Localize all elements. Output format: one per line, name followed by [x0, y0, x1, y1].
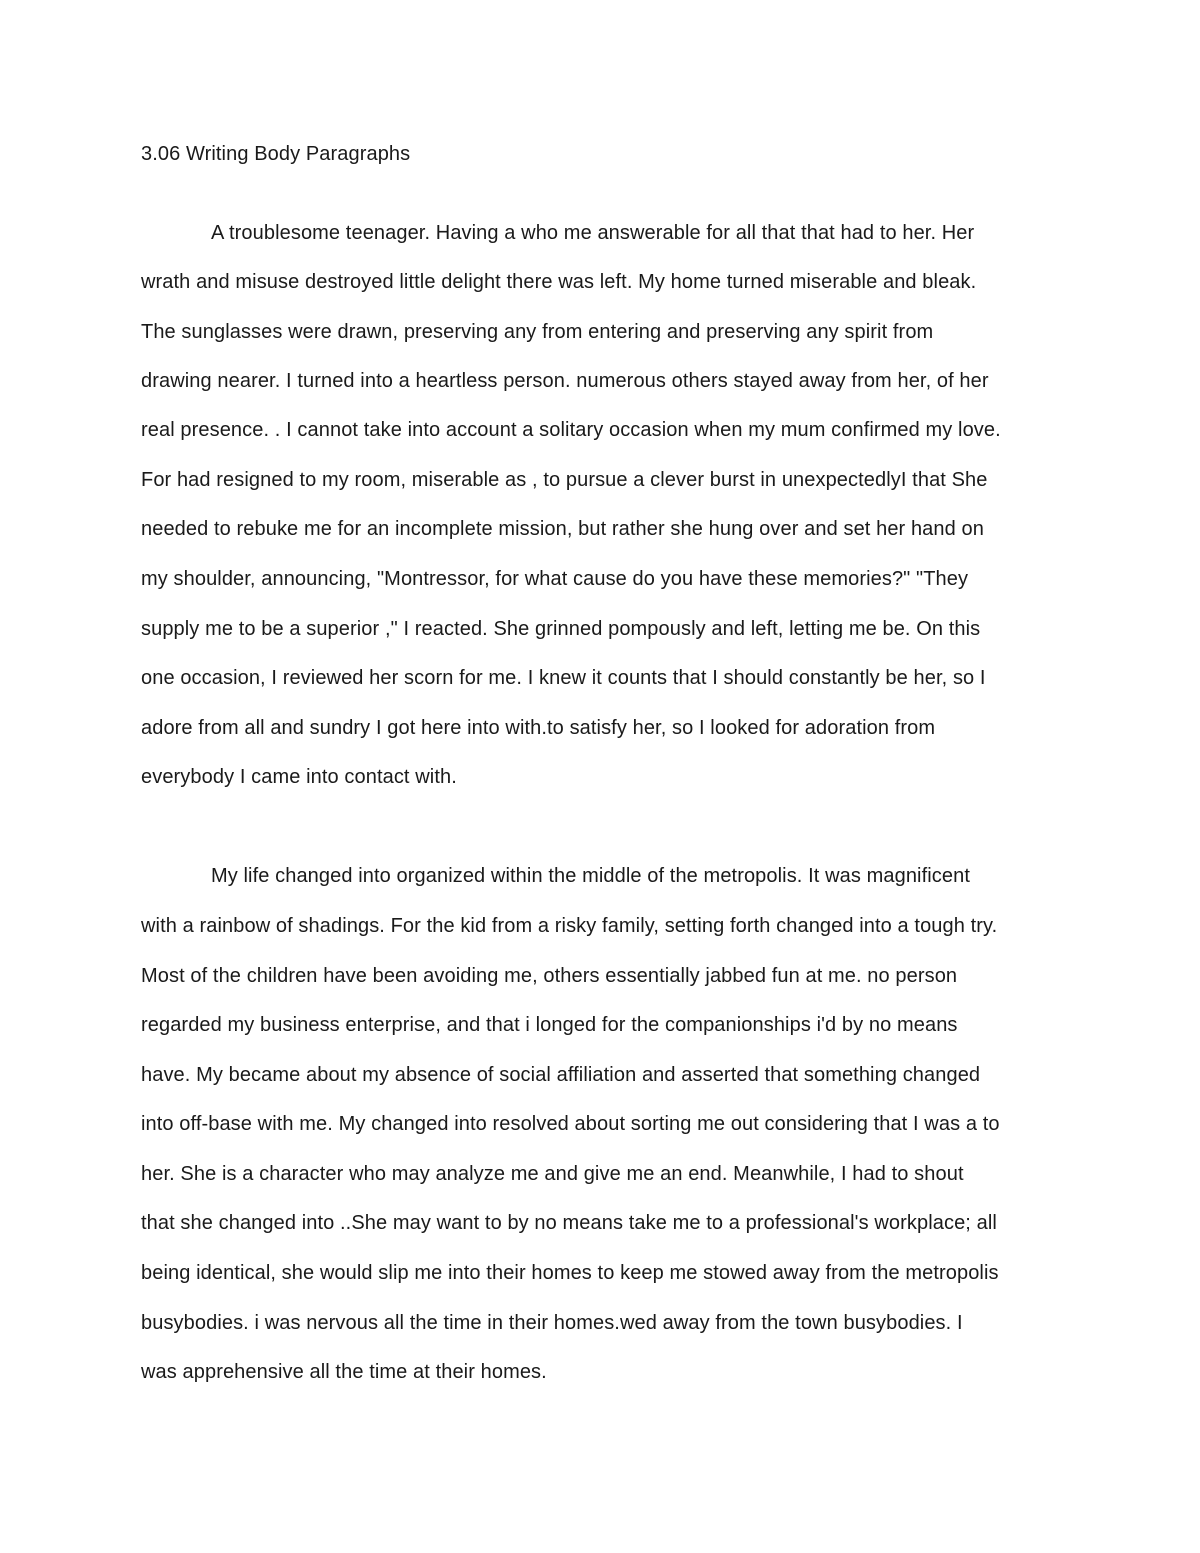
paragraph-1-line-11: adore from all and sundry I got here into with.to satisfy her, so I looked for adoration from — [141, 717, 936, 739]
paragraph-2-line-10: busybodies. i was nervous all the time in their homes.wed away from the town busybodies. I — [141, 1312, 963, 1334]
paragraph-2-line-1: My life changed into organized within the middle of the metropolis. It was magnificent — [211, 865, 970, 887]
paragraph-2-line-8: that she changed into ..She may want to by no means take me to a professional's workplace; all — [141, 1212, 997, 1234]
paragraph-1-line-6: For had resigned to my room, miserable as , to pursue a clever burst in unexpectedlyI that She — [141, 469, 988, 491]
paragraph-1-line-4: drawing nearer. I turned into a heartless person. numerous others stayed away from her, of her — [141, 370, 989, 392]
paragraph-1-line-7: needed to rebuke me for an incomplete mission, but rather she hung over and set her hand on — [141, 518, 984, 540]
paragraph-2-line-3: Most of the children have been avoiding me, others essentially jabbed fun at me. no person — [141, 965, 958, 987]
paragraph-1-line-1: A troublesome teenager. Having a who me answerable for all that that had to her. Her — [211, 222, 975, 244]
paragraph-1-line-9: supply me to be a superior ," I reacted. She grinned pompously and left, letting me be. On this — [141, 618, 981, 640]
paragraph-1-line-8: my shoulder, announcing, "Montressor, for what cause do you have these memories?" "They — [141, 568, 969, 590]
paragraph-2-line-5: have. My became about my absence of social affiliation and asserted that something changed — [141, 1064, 981, 1086]
paragraph-1-line-12: everybody I came into contact with. — [141, 766, 457, 788]
document-title: 3.06 Writing Body Paragraphs — [141, 143, 411, 165]
paragraph-2-line-2: with a rainbow of shadings. For the kid from a risky family, setting forth changed into a tough try. — [141, 915, 998, 937]
paragraph-1-line-2: wrath and misuse destroyed little delight there was left. My home turned miserable and bleak. — [141, 271, 977, 293]
paragraph-1-line-5: real presence. . I cannot take into account a solitary occasion when my mum confirmed my love. — [141, 419, 1001, 441]
paragraph-1-line-10: one occasion, I reviewed her scorn for me. I knew it counts that I should constantly be her, so I — [141, 667, 986, 689]
paragraph-2-line-6: into off-base with me. My changed into resolved about sorting me out considering that I was a to — [141, 1113, 1000, 1135]
paragraph-2-line-7: her. She is a character who may analyze me and give me an end. Meanwhile, I had to shout — [141, 1163, 964, 1185]
paragraph-2-line-4: regarded my business enterprise, and that i longed for the companionships i'd by no means — [141, 1014, 958, 1036]
paragraph-2-line-9: being identical, she would slip me into their homes to keep me stowed away from the metropolis — [141, 1262, 999, 1284]
paragraph-1-line-3: The sunglasses were drawn, preserving any from entering and preserving any spirit from — [141, 321, 934, 343]
paragraph-2-line-11: was apprehensive all the time at their homes. — [141, 1361, 547, 1383]
